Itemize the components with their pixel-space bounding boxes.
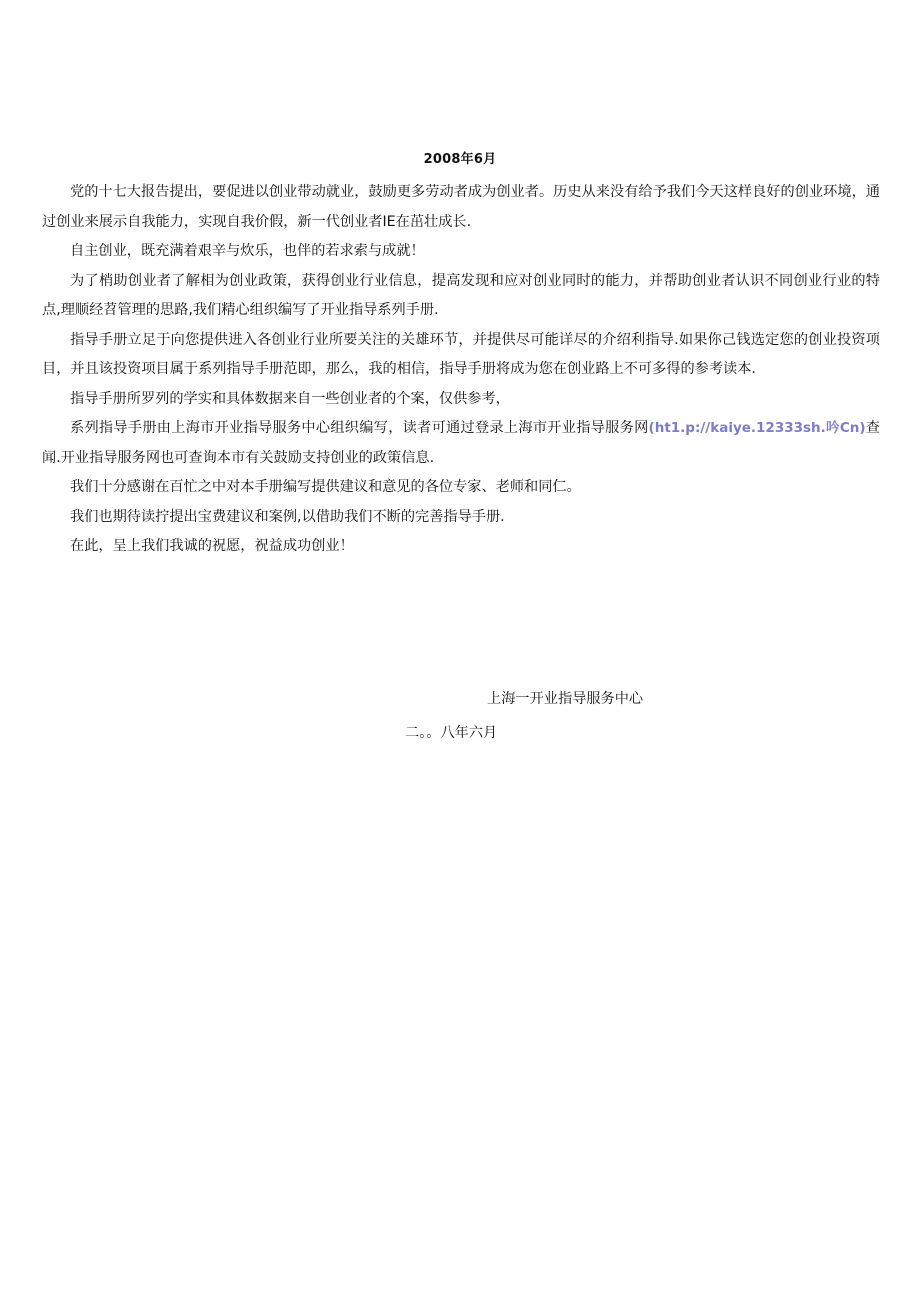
paragraph-4: 指导手册立足于向您提供进入各创业行业所要关注的关雄环节，并提供尽可能详尽的介绍利指导.如果你己钱选定您的创业投资项目，并且该投资项目属于系列指导手册范即，那么，我的相信，指导手册将成为您在创业路上不可多得的参考读本. (42, 331, 880, 377)
signature-date: 二。。八年六月 (405, 725, 498, 741)
signature-organization: 上海一开业指导服务中心 (487, 691, 644, 707)
website-link[interactable]: (ht1.p://kaiye.12333sh.吟Cn) (648, 420, 866, 436)
website-text-before: 系列指导手册由上海市开业指导服务中心组织编写，读者可通过登录上海市开业指导服务网 (70, 420, 649, 436)
paragraph-3: 为了梢助创业者了解相为创业政策，获得创业行业信息，提高发现和应对创业同时的能力，并帮助创业者认识不同创业行业的特点,理顺经苕管理的思路,我们精心组织编写了开业指导系列手册. (42, 272, 880, 318)
preface-body (42, 178, 880, 562)
paragraph-feedback: 我们也期待读拧提出宝费建议和案例,以借助我们不断的完善指导手册. (70, 508, 505, 525)
paragraph-2: 自主创业，既充满着艰辛与炊乐，也伴的若求索与成就！ (70, 243, 425, 259)
document-date-heading: 2008年6月 (423, 152, 497, 167)
paragraph-wishes: 在此，呈上我们我诚的祝愿，祝益成功创业！ (70, 538, 354, 554)
paragraph-1: 党的十七大报告提出，要促进以创业带动就业，鼓励更多劳动者成为创业者。历史从来没有给予我们今天这样良好的创业环境，通过创业来展示自我能力，实现自我价假，新一代创业者IE在茁壮成长. (42, 184, 880, 230)
paragraph-website (42, 414, 880, 473)
website-text-after: 查闻.开业指导服务网也可查询本市有关鼓励支持创业的政策信息. (42, 420, 880, 466)
paragraph-thanks: 我们十分感谢在百忙之中对本手册编写提供建议和意见的各位专家、老师和同仁。 (70, 479, 581, 495)
paragraph-5: 指导手册所罗列的学实和具体数据来自一些创业者的个案，仅供参考， (70, 390, 510, 407)
